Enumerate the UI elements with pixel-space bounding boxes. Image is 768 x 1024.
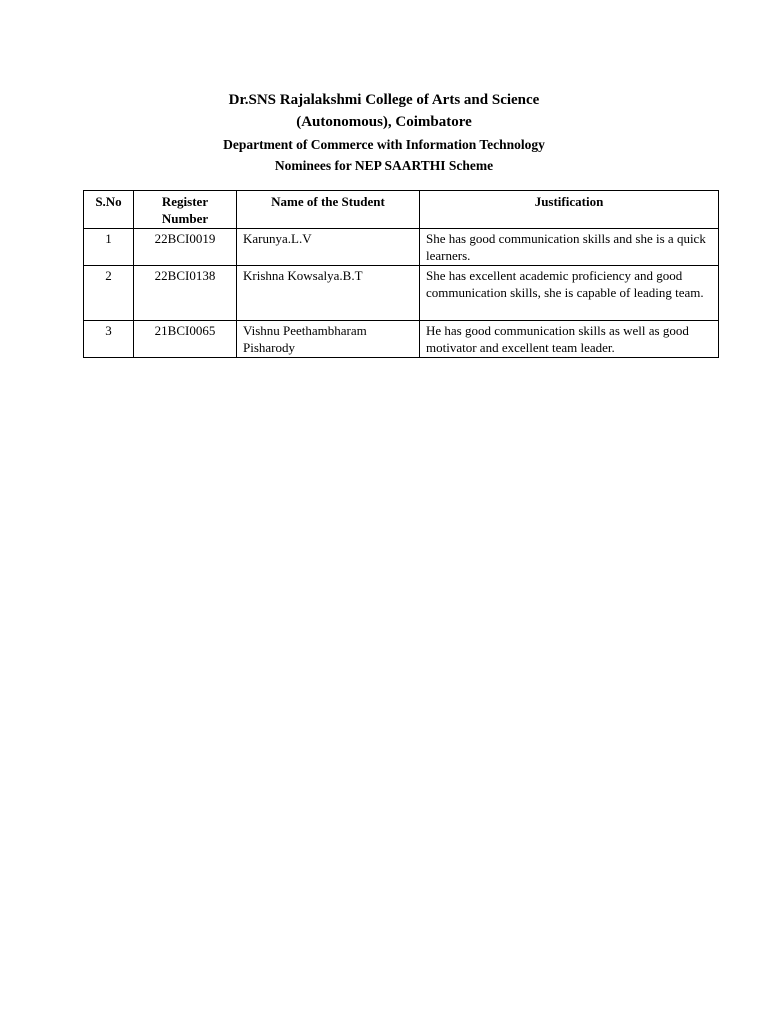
document-title: Nominees for NEP SAARTHI Scheme: [274, 158, 494, 173]
cell-justification: She has excellent academic proficiency and good communication skills, she is capable of leading team.: [420, 266, 719, 321]
table-row: [84, 321, 719, 358]
cell-sno: 3: [84, 321, 134, 358]
cell-sno: 1: [84, 229, 134, 266]
column-header-sno: S.No: [84, 191, 134, 229]
cell-student-name: Karunya.L.V: [237, 229, 420, 266]
column-header-register-number: Register Number: [134, 191, 237, 229]
cell-register-number: 22BCI0019: [134, 229, 237, 266]
cell-student-name: Vishnu Peethambharam Pisharody: [237, 321, 420, 358]
table-row: [84, 229, 719, 266]
cell-register-number: 21BCI0065: [134, 321, 237, 358]
table-header-row: [84, 191, 719, 229]
department-name: Department of Commerce with Information Technology: [223, 137, 545, 152]
cell-sno: 2: [84, 266, 134, 321]
table-row: [84, 266, 719, 321]
college-name: Dr.SNS Rajalakshmi College of Arts and Science: [228, 92, 540, 108]
cell-justification: She has good communication skills and she is a quick learners.: [420, 229, 719, 266]
column-header-justification: Justification: [420, 191, 719, 229]
cell-student-name: Krishna Kowsalya.B.T: [237, 266, 420, 321]
column-header-student-name: Name of the Student: [237, 191, 420, 229]
nominees-table: [83, 190, 719, 358]
cell-register-number: 22BCI0138: [134, 266, 237, 321]
cell-justification: He has good communication skills as well as good motivator and excellent team leader.: [420, 321, 719, 358]
college-location: (Autonomous), Coimbatore: [296, 114, 472, 130]
